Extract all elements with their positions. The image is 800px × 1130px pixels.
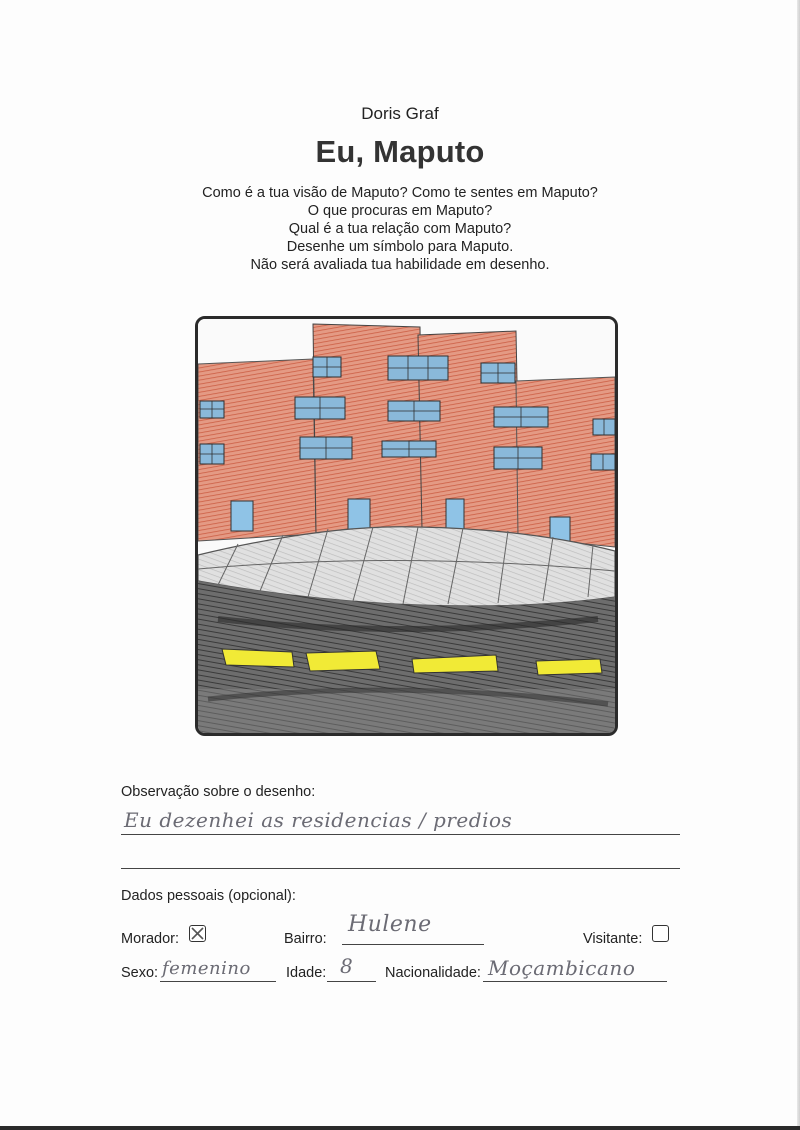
observation-label: Observação sobre o desenho:: [121, 784, 316, 800]
nacionalidade-line: [483, 981, 667, 982]
observation-text: Eu dezenhei as residencias / predios: [124, 808, 513, 832]
bairro-value: Hulene: [348, 912, 432, 937]
questions: [0, 184, 800, 274]
question-line: Qual é a tua relação com Maputo?: [288, 221, 512, 237]
page-title: Eu, Maputo: [315, 134, 485, 169]
sexo-line: [160, 981, 276, 982]
question-line: Desenhe um símbolo para Maputo.: [286, 239, 514, 255]
visitante-label: Visitante:: [583, 931, 643, 947]
idade-label: Idade:: [286, 965, 327, 981]
observation-line-1: [121, 834, 680, 835]
question-line: O que procuras em Maputo?: [307, 203, 493, 219]
drawing-frame: [195, 316, 618, 736]
page-bottom-edge: [0, 1126, 800, 1130]
morador-label: Morador:: [121, 931, 180, 947]
sexo-label: Sexo:: [121, 965, 159, 981]
bairro-label: Bairro:: [284, 931, 327, 947]
personal-data-label: Dados pessoais (opcional):: [121, 888, 296, 904]
question-line: Não será avaliada tua habilidade em desenho.: [250, 257, 550, 273]
nacionalidade-label: Nacionalidade:: [385, 965, 481, 981]
nacionalidade-value: Moçambicano: [488, 956, 636, 980]
bairro-line: [342, 944, 484, 945]
observation-line-2: [121, 868, 680, 869]
idade-line: [327, 981, 376, 982]
question-line: Como é a tua visão de Maputo? Como te sentes em Maputo?: [202, 185, 598, 201]
morador-checkbox[interactable]: [189, 925, 206, 942]
buildings-street-drawing: [198, 319, 615, 733]
header: [0, 104, 800, 274]
author-name: Doris Graf: [361, 104, 439, 123]
sexo-value: femenino: [162, 958, 251, 979]
visitante-checkbox[interactable]: [652, 925, 669, 942]
checkmark-x-icon: [190, 926, 205, 941]
idade-value: 8: [340, 954, 354, 978]
